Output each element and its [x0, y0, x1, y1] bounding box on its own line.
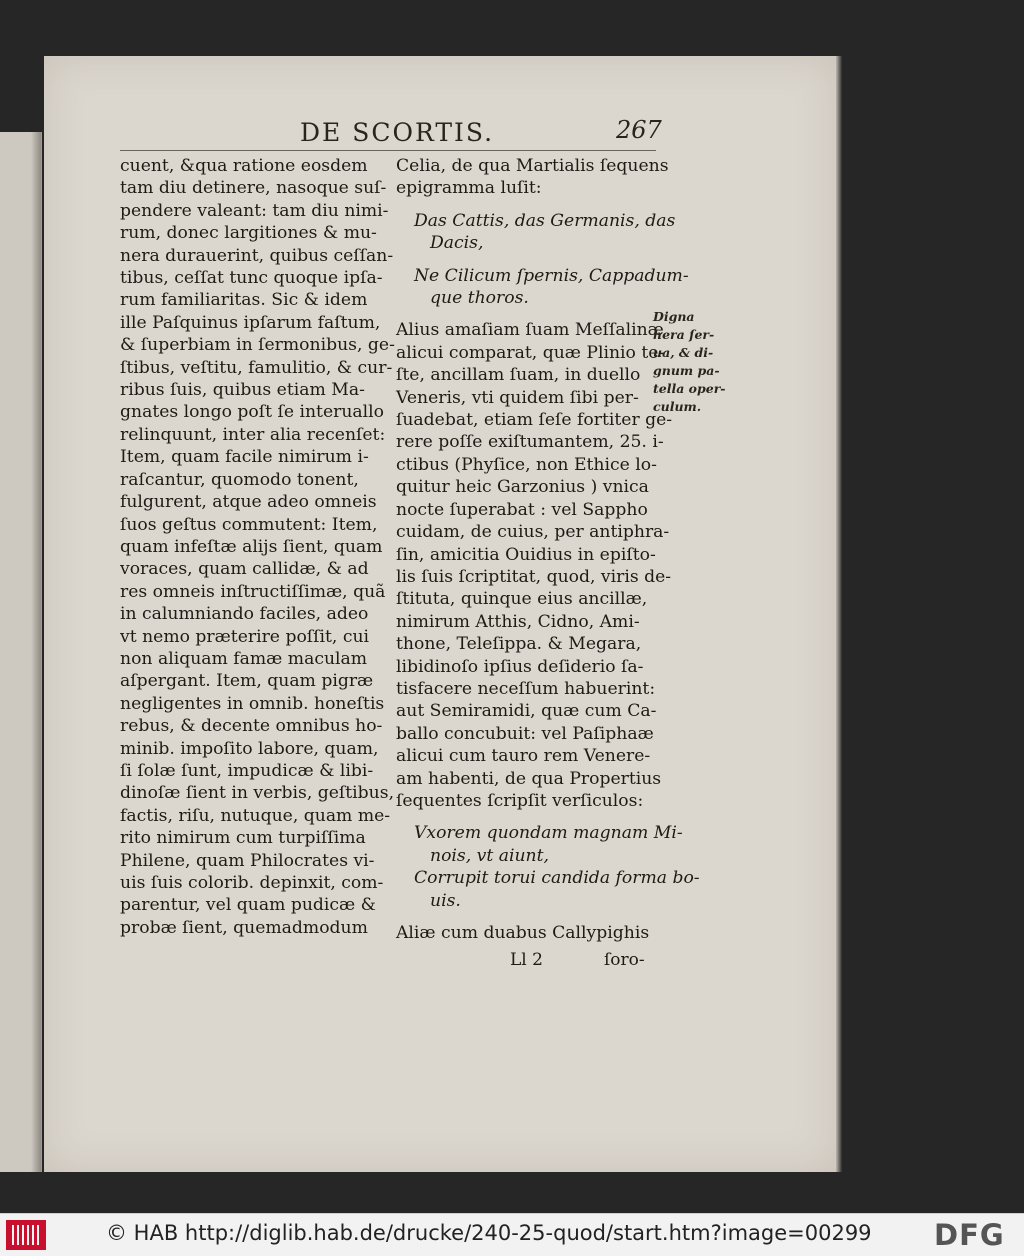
text-line: minib. impoſito labore, quam, — [120, 738, 379, 759]
marginal-note-line: ua, & di- — [653, 345, 714, 360]
marginal-note-line: gnum pa- — [653, 363, 720, 378]
text-line: rebus, & decente omnibus ho- — [120, 716, 383, 737]
text-line: & ſuperbiam in ſermonibus, ge- — [120, 335, 395, 356]
text-line: ſuadebat, etiam ſeſe fortiter ge- — [396, 410, 673, 431]
text-line: negligentes in omnib. honeſtis — [120, 693, 385, 714]
text-line: cuidam, de cuius, per antiphra- — [396, 522, 670, 543]
text-line: ſtituta, quinque eius ancillæ, — [396, 589, 648, 610]
text-line: uis ſuis colorib. depinxit, com- — [120, 873, 384, 893]
text-line: quam infeſtæ alijs ſient, quam — [120, 536, 383, 557]
text-line: ſtibus, veſtitu, famulitio, & cur- — [120, 357, 393, 378]
text-line: pendere valeant: tam diu nimi- — [120, 200, 389, 221]
text-line: am habenti, de qua Propertius — [396, 768, 662, 789]
text-line: relinquunt, inter alia recenſet: — [120, 424, 386, 445]
text-line: tisfacere neceſſum habuerint: — [396, 678, 656, 699]
text-line: thone, Teleſippa. & Megara, — [396, 634, 642, 655]
text-line: non aliquam famæ maculam — [120, 648, 368, 669]
text-line: quitur heic Garzonius ) vnica — [396, 477, 649, 498]
text-line: Item, quam facile nimirum i- — [120, 447, 369, 468]
previous-page-edge — [0, 132, 42, 1172]
text-line: fulgurent, atque adeo omneis — [120, 492, 377, 513]
header-rule — [120, 150, 656, 151]
text-line: alicui comparat, quæ Plinio te- — [396, 342, 665, 363]
dfg-logo: DFG — [934, 1218, 1005, 1252]
text-line: tam diu detinere, nasoque suſ- — [120, 178, 387, 199]
text-line: Celia, de qua Martialis ſequens — [396, 156, 669, 176]
text-line: rum, donec largitiones & mu- — [120, 223, 377, 244]
text-line: aut Semiramidi, quæ cum Ca- — [396, 701, 657, 722]
text-line: Alius amaſiam ſuam Meſſalinæ — [396, 320, 664, 341]
text-line: cuent, &qua ratione eosdem — [120, 156, 368, 176]
text-line: in calumniando faciles, adeo — [120, 604, 369, 625]
catchword: ſoro- — [604, 950, 645, 970]
page-edge — [836, 56, 842, 1172]
text-line: parentur, vel quam pudicæ & — [120, 895, 376, 916]
page-number: 267 — [616, 116, 662, 144]
text-line: ballo concubuit: vel Paſiphaæ — [396, 723, 654, 744]
text-line: ribus ſuis, quibus etiam Ma- — [120, 380, 365, 401]
text-line: ſte, ancillam ſuam, in duello — [396, 365, 641, 386]
text-line: Aliæ cum duabus Callypighis — [396, 923, 650, 943]
text-line: Philene, quam Philocrates vi- — [120, 850, 375, 871]
verse-line: Corrupit torui candida forma bo- — [414, 868, 700, 889]
text-line: libidinoſo ipſius deſiderio ſa- — [396, 656, 644, 677]
left-column — [120, 155, 395, 939]
text-line: lis ſuis ſcriptitat, quod, viris de- — [396, 566, 672, 587]
verse-line: Vxorem quondam magnam Mi- — [414, 823, 683, 844]
text-line: ſequentes ſcripſit verſiculos: — [396, 790, 644, 811]
marginal-note — [653, 308, 726, 416]
text-line: factis, riſu, nutuque, quam me- — [120, 805, 391, 826]
marginal-note-line: culum. — [653, 399, 702, 414]
marginal-note-line: Digna — [653, 309, 695, 324]
gutter-shadow — [31, 132, 41, 1172]
verse-line: Das Cattis, das Germanis, das — [414, 210, 676, 231]
text-line: ſi ſolæ ſunt, impudicæ & libi- — [120, 760, 374, 781]
text-line: aſpergant. Item, quam pigræ — [120, 671, 374, 692]
verse-line: que thoros. — [430, 288, 529, 309]
text-line: rere poſſe exiſtumantem, 25. i- — [396, 432, 664, 453]
text-line: nimirum Atthis, Cidno, Ami- — [396, 611, 640, 632]
verse-line: nois, vt aiunt, — [430, 845, 549, 866]
text-line: voraces, quam callidæ, & ad — [120, 559, 369, 580]
text-line: res omneis inſtructiſſimæ, quã — [120, 581, 386, 602]
copyright-link[interactable]: © HAB http://diglib.hab.de/drucke/240-25-quod/start.htm?image=00299 — [106, 1221, 872, 1245]
marginal-note-line: tella oper- — [653, 381, 726, 396]
text-line: rum familiaritas. Sic & idem — [120, 290, 368, 311]
text-line: gnates longo poſt ſe interuallo — [120, 402, 385, 423]
verse-line: Ne Cilicum ſpernis, Cappadum- — [414, 265, 689, 286]
running-head: DE SCORTIS. — [300, 118, 495, 147]
verse-line: uis. — [430, 890, 461, 911]
text-line: alicui cum tauro rem Venere- — [396, 746, 651, 767]
text-line: tibus, ceſſat tunc quoque ipſa- — [120, 268, 383, 289]
text-line: ſuos geſtus commutent: Item, — [120, 514, 378, 535]
text-line: ſin, amicitia Ouidius in epiſto- — [396, 544, 656, 565]
text-line: ctibus (Phyſice, non Ethice lo- — [396, 454, 657, 475]
marginal-note-line: hera ſer- — [653, 327, 715, 342]
text-line: nocte ſuperabat : vel Sappho — [396, 499, 648, 520]
text-line: Veneris, vti quidem ſibi per- — [396, 387, 639, 408]
text-line: epigramma luſit: — [396, 178, 542, 199]
text-line: probæ ſient, quemadmodum — [120, 917, 368, 938]
text-line: vt nemo præterire poſſit, cui — [120, 626, 370, 647]
signature-mark: Ll 2 — [510, 950, 543, 970]
text-line: raſcantur, quomodo tonent, — [120, 469, 359, 490]
verse-line: Dacis, — [430, 233, 484, 254]
text-line: nera durauerint, quibus ceſſan- — [120, 245, 394, 266]
text-line: rito nimirum cum turpiſſima — [120, 828, 366, 849]
hab-logo-icon — [6, 1220, 46, 1250]
text-line: ille Paſquinus ipſarum faſtum, — [120, 312, 381, 333]
text-line: dinoſæ ſient in verbis, geſtibus, — [120, 783, 395, 804]
footer-bar — [0, 1213, 1024, 1256]
